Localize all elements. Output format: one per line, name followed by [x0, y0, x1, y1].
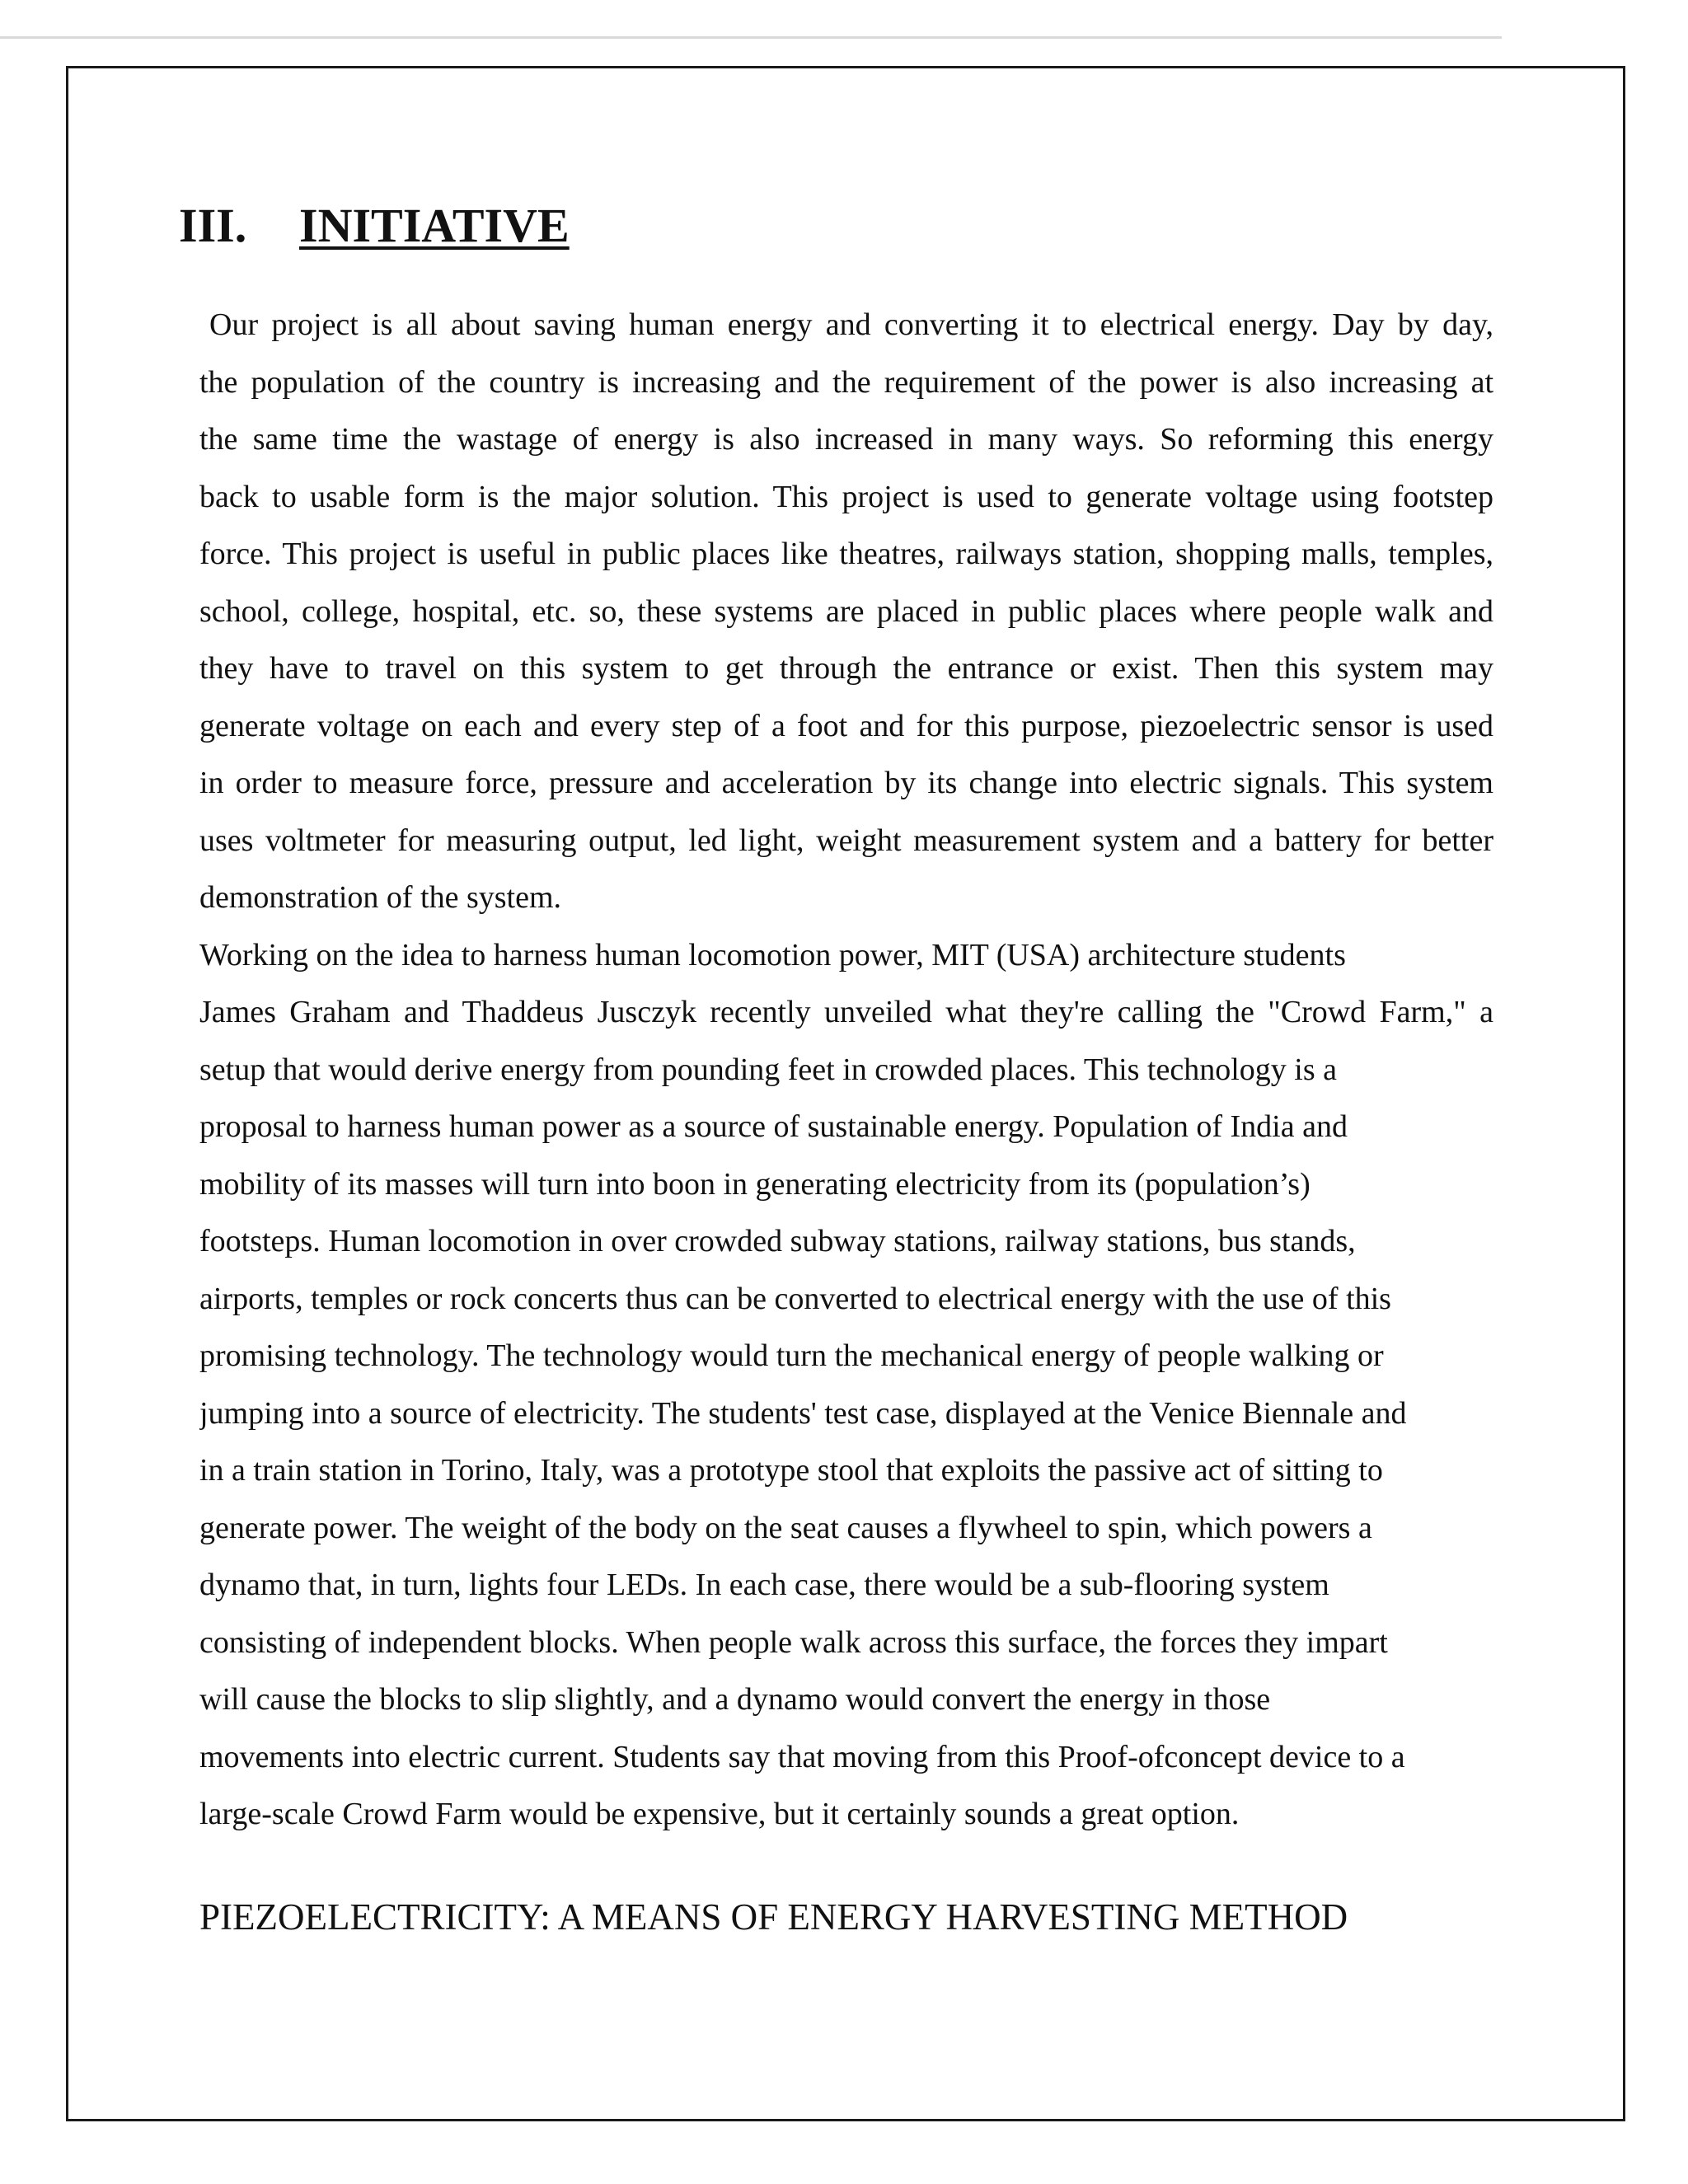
body-text — [199, 297, 1493, 1844]
paragraph-line: Our project is all about saving human energy and converting it to electrical energy. Day by day, — [209, 307, 1493, 342]
paragraph-line: promising technology. The technology would turn the mechanical energy of people walking or — [199, 1338, 1384, 1373]
paragraph-line: setup that would derive energy from pounding feet in crowded places. This technology is a — [199, 1052, 1337, 1087]
paragraph-line: will cause the blocks to slip slightly, and a dynamo would convert the energy in those — [199, 1682, 1271, 1717]
paragraph-line: generate voltage on each and every step of a foot and for this purpose, piezoelectric sensor is used — [199, 708, 1493, 743]
paragraph-line: they have to travel on this system to get through the entrance or exist. Then this system may — [199, 651, 1493, 686]
section-heading — [179, 196, 570, 255]
paragraph-line: footsteps. Human locomotion in over crowded subway stations, railway stations, bus stands, — [199, 1224, 1356, 1258]
paragraph-line: demonstration of the system. — [199, 880, 562, 915]
paragraph-line: the population of the country is increasing and the requirement of the power is also increasing at — [199, 364, 1493, 400]
paragraph-line: mobility of its masses will turn into boon in generating electricity from its (population’s) — [199, 1166, 1311, 1202]
section-title: INITIATIVE — [299, 199, 570, 252]
paragraph-line: jumping into a source of electricity. The students' test case, displayed at the Venice Biennale and — [199, 1395, 1407, 1431]
paragraph-line: Working on the idea to harness human locomotion power, MIT (USA) architecture students — [199, 937, 1346, 972]
paragraph-line: in a train station in Torino, Italy, was a prototype stool that exploits the passive act of sitting to — [199, 1453, 1383, 1488]
paragraph-line: dynamo that, in turn, lights four LEDs. In each case, there would be a sub-flooring system — [199, 1568, 1329, 1602]
subsection-heading: PIEZOELECTRICITY: A MEANS OF ENERGY HARVESTING METHOD — [199, 1896, 1348, 1938]
paragraph-line: generate power. The weight of the body on the seat causes a flywheel to spin, which powers a — [199, 1510, 1372, 1545]
top-divider — [0, 36, 1502, 39]
paragraph-line: James Graham and Thaddeus Jusczyk recently unveiled what they're calling the "Crowd Farm," a — [199, 995, 1493, 1029]
paragraph-line: the same time the wastage of energy is also increased in many ways. So reforming this energy — [199, 422, 1493, 457]
paragraph-line: school, college, hospital, etc. so, these systems are placed in public places where people walk and — [199, 593, 1493, 629]
paragraph-line: back to usable form is the major solution. This project is used to generate voltage using footstep — [199, 479, 1493, 514]
paragraph-line: movements into electric current. Students say that moving from this Proof-ofconcept device to a — [199, 1739, 1405, 1774]
paragraph-line: uses voltmeter for measuring output, led light, weight measurement system and a battery for better — [199, 823, 1493, 858]
paragraph-line: consisting of independent blocks. When people walk across this surface, the forces they impart — [199, 1624, 1388, 1660]
paragraph-line: in order to measure force, pressure and acceleration by its change into electric signals. This system — [199, 766, 1493, 800]
paragraph-line: airports, temples or rock concerts thus can be converted to electrical energy with the use of this — [199, 1281, 1391, 1316]
paragraph-line: proposal to harness human power as a source of sustainable energy. Population of India and — [199, 1109, 1348, 1144]
paragraph-line: force. This project is useful in public places like theatres, railways station, shopping malls, temples, — [199, 537, 1493, 571]
section-number: III. — [179, 199, 247, 252]
paragraph-line: large-scale Crowd Farm would be expensive, but it certainly sounds a great option. — [199, 1797, 1240, 1831]
